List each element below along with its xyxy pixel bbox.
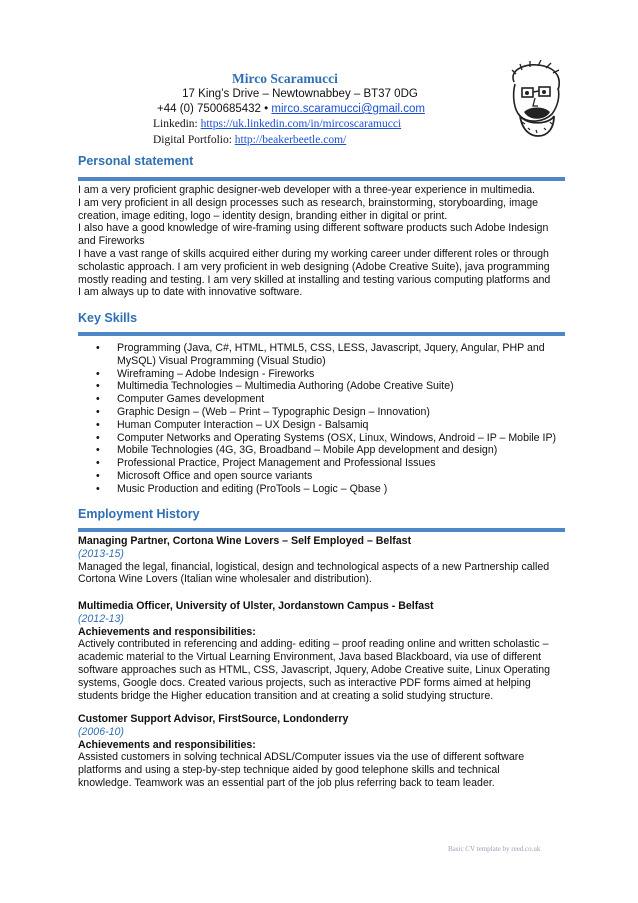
list-item (96, 470, 566, 483)
description-line: academic material to the Virtual Learning Environment, Java based Blackboard, via use of different (78, 651, 542, 664)
contact-line (0, 103, 582, 115)
list-item (96, 406, 566, 419)
list-item (96, 483, 566, 496)
job-dates: (2006-10) (78, 725, 124, 738)
section-title-key-skills: Key Skills (78, 311, 138, 325)
linkedin-label: Linkedin: (153, 118, 198, 130)
bullet: • (96, 444, 100, 457)
statement-line: and Fireworks (78, 235, 145, 248)
statement-line: I have a vast range of skills acquired either during my working career under different roles or through (78, 247, 549, 260)
list-item (96, 419, 566, 432)
statement-line: creation, image editing, logo – identity design, branding either in digital or print. (78, 209, 448, 222)
skill-text: Professional Practice, Project Management and Professional Issues (117, 457, 436, 470)
list-item (96, 342, 566, 368)
section-title-personal-statement: Personal statement (78, 154, 194, 168)
personal-statement-text (78, 184, 562, 299)
bullet: • (96, 469, 100, 482)
job-entry (78, 713, 564, 790)
address-line: 17 King’s Drive – Newtownabbey – BT37 0DG (182, 88, 418, 100)
description-line: knowledge. Teamwork was an essential part of the job plus referring back to team leader. (78, 776, 495, 789)
bullet: • (96, 431, 100, 444)
bullet: • (96, 482, 100, 495)
bullet: • (96, 457, 100, 470)
bullet: • (96, 418, 100, 431)
job-title: Customer Support Advisor, FirstSource, Londonderry (78, 713, 349, 725)
bullet: • (96, 342, 100, 354)
footer-credit: Basic CV template by reed.co.uk (448, 845, 541, 853)
skill-text: Computer Games development (117, 393, 265, 406)
job-subheading: Achievements and responsibilities: (78, 625, 256, 638)
phone-number: +44 (0) 7500685432 • (157, 103, 269, 115)
skill-text: Programming (Java, C#, HTML, HTML5, CSS, LESS, Javascript, Jquery, Angular, PHP and MySQL) Visual Programming (Visual Studio) (117, 342, 545, 367)
section-divider (78, 332, 565, 336)
statement-line: scholastic approach. I am very proficient in web designing (Adobe Creative Suite), java programming (78, 260, 550, 273)
statement-line: mostly reading and testing. I am very skilled at installing and testing various computing platforms and (78, 273, 551, 286)
section-title-employment-history: Employment History (78, 507, 200, 521)
list-item (96, 393, 566, 406)
bullet: • (96, 393, 100, 406)
list-item (96, 432, 566, 445)
avatar-sketch-icon (500, 60, 572, 140)
section-divider (78, 528, 565, 532)
job-dates: (2013-15) (78, 547, 124, 560)
description-line: Assisted customers in solving technical ADSL/Computer issues via the use of different software (78, 751, 525, 764)
statement-line: I also have a good knowledge of wire-framing using different software products such Adobe Indesign (78, 222, 549, 235)
description-line: Cortona Wine Lovers (Italian wine wholesaler and distribution). (78, 573, 372, 586)
linkedin-link[interactable]: https://uk.linkedin.com/in/mircoscaramucci (200, 118, 402, 130)
job-description (78, 751, 564, 789)
job-title: Managing Partner, Cortona Wine Lovers – Self Employed – Belfast (78, 535, 412, 547)
job-title: Multimedia Officer, University of Ulster, Jordanstown Campus - Belfast (78, 600, 434, 612)
job-entry (78, 535, 564, 586)
description-line: platforms and using a step-by-step technique aided by good telephone skills and technical (78, 764, 500, 777)
description-line: systems, Google docs. Created various projects, such as interactive PDF forms aimed at helping (78, 676, 531, 689)
skill-text: Human Computer Interaction – UX Design - Balsamiq (117, 418, 369, 431)
job-subheading: Achievements and responsibilities: (78, 738, 256, 751)
skill-text: Wireframing – Adobe Indesign - Fireworks (117, 367, 315, 380)
skill-text: Graphic Design – (Web – Print – Typographic Design – Innovation) (117, 405, 430, 418)
statement-line: I am always up to date with innovative software. (78, 286, 303, 299)
email-link[interactable]: mirco.scaramucci@gmail.com (271, 103, 425, 115)
description-line: Managed the legal, financial, logistical, design and technological aspects of a new Partnership called (78, 560, 550, 573)
list-item (96, 444, 566, 457)
portfolio-link[interactable]: http://beakerbeetle.com/ (234, 134, 347, 146)
skill-text: Computer Networks and Operating Systems (OSX, Linux, Windows, Android – IP – Mobile IP) (117, 431, 557, 444)
skills-list (96, 342, 566, 496)
section-divider (78, 177, 565, 181)
list-item (96, 368, 566, 381)
portfolio-label: Digital Portfolio: (153, 134, 232, 146)
job-entry (78, 600, 564, 702)
statement-line: I am very proficient in all design processes such as research, brainstorming, storyboarding, image (78, 196, 539, 209)
bullet: • (96, 367, 100, 380)
skill-text: Microsoft Office and open source variants (117, 469, 313, 482)
skill-text: Music Production and editing (ProTools – Logic – Qbase ) (117, 482, 388, 495)
list-item (96, 380, 566, 393)
candidate-name: Mirco Scaramucci (232, 71, 338, 86)
description-line: Actively contributed in referencing and adding- editing – proof reading online and written scholastic – (78, 638, 549, 651)
job-description (78, 561, 564, 587)
skill-text: Multimedia Technologies – Multimedia Authoring (Adobe Creative Suite) (117, 380, 454, 393)
linkedin-line (153, 118, 401, 130)
job-dates: (2012-13) (78, 612, 124, 625)
job-description (78, 638, 564, 702)
bullet: • (96, 380, 100, 393)
list-item (96, 457, 566, 470)
description-line: students bridge the Higher education transition and at creating a solid studying structure. (78, 689, 494, 702)
statement-line: I am a very proficient graphic designer-web developer with a three-year experience in multimedia. (78, 184, 535, 196)
bullet: • (96, 405, 100, 418)
description-line: software approaches such as HTML, CSS, Javascript, Jquery, Adobe Creative suite, Linux Operating (78, 663, 551, 676)
portfolio-line (153, 134, 346, 146)
skill-text: Mobile Technologies (4G, 3G, Broadband – Mobile App development and design) (117, 444, 498, 457)
